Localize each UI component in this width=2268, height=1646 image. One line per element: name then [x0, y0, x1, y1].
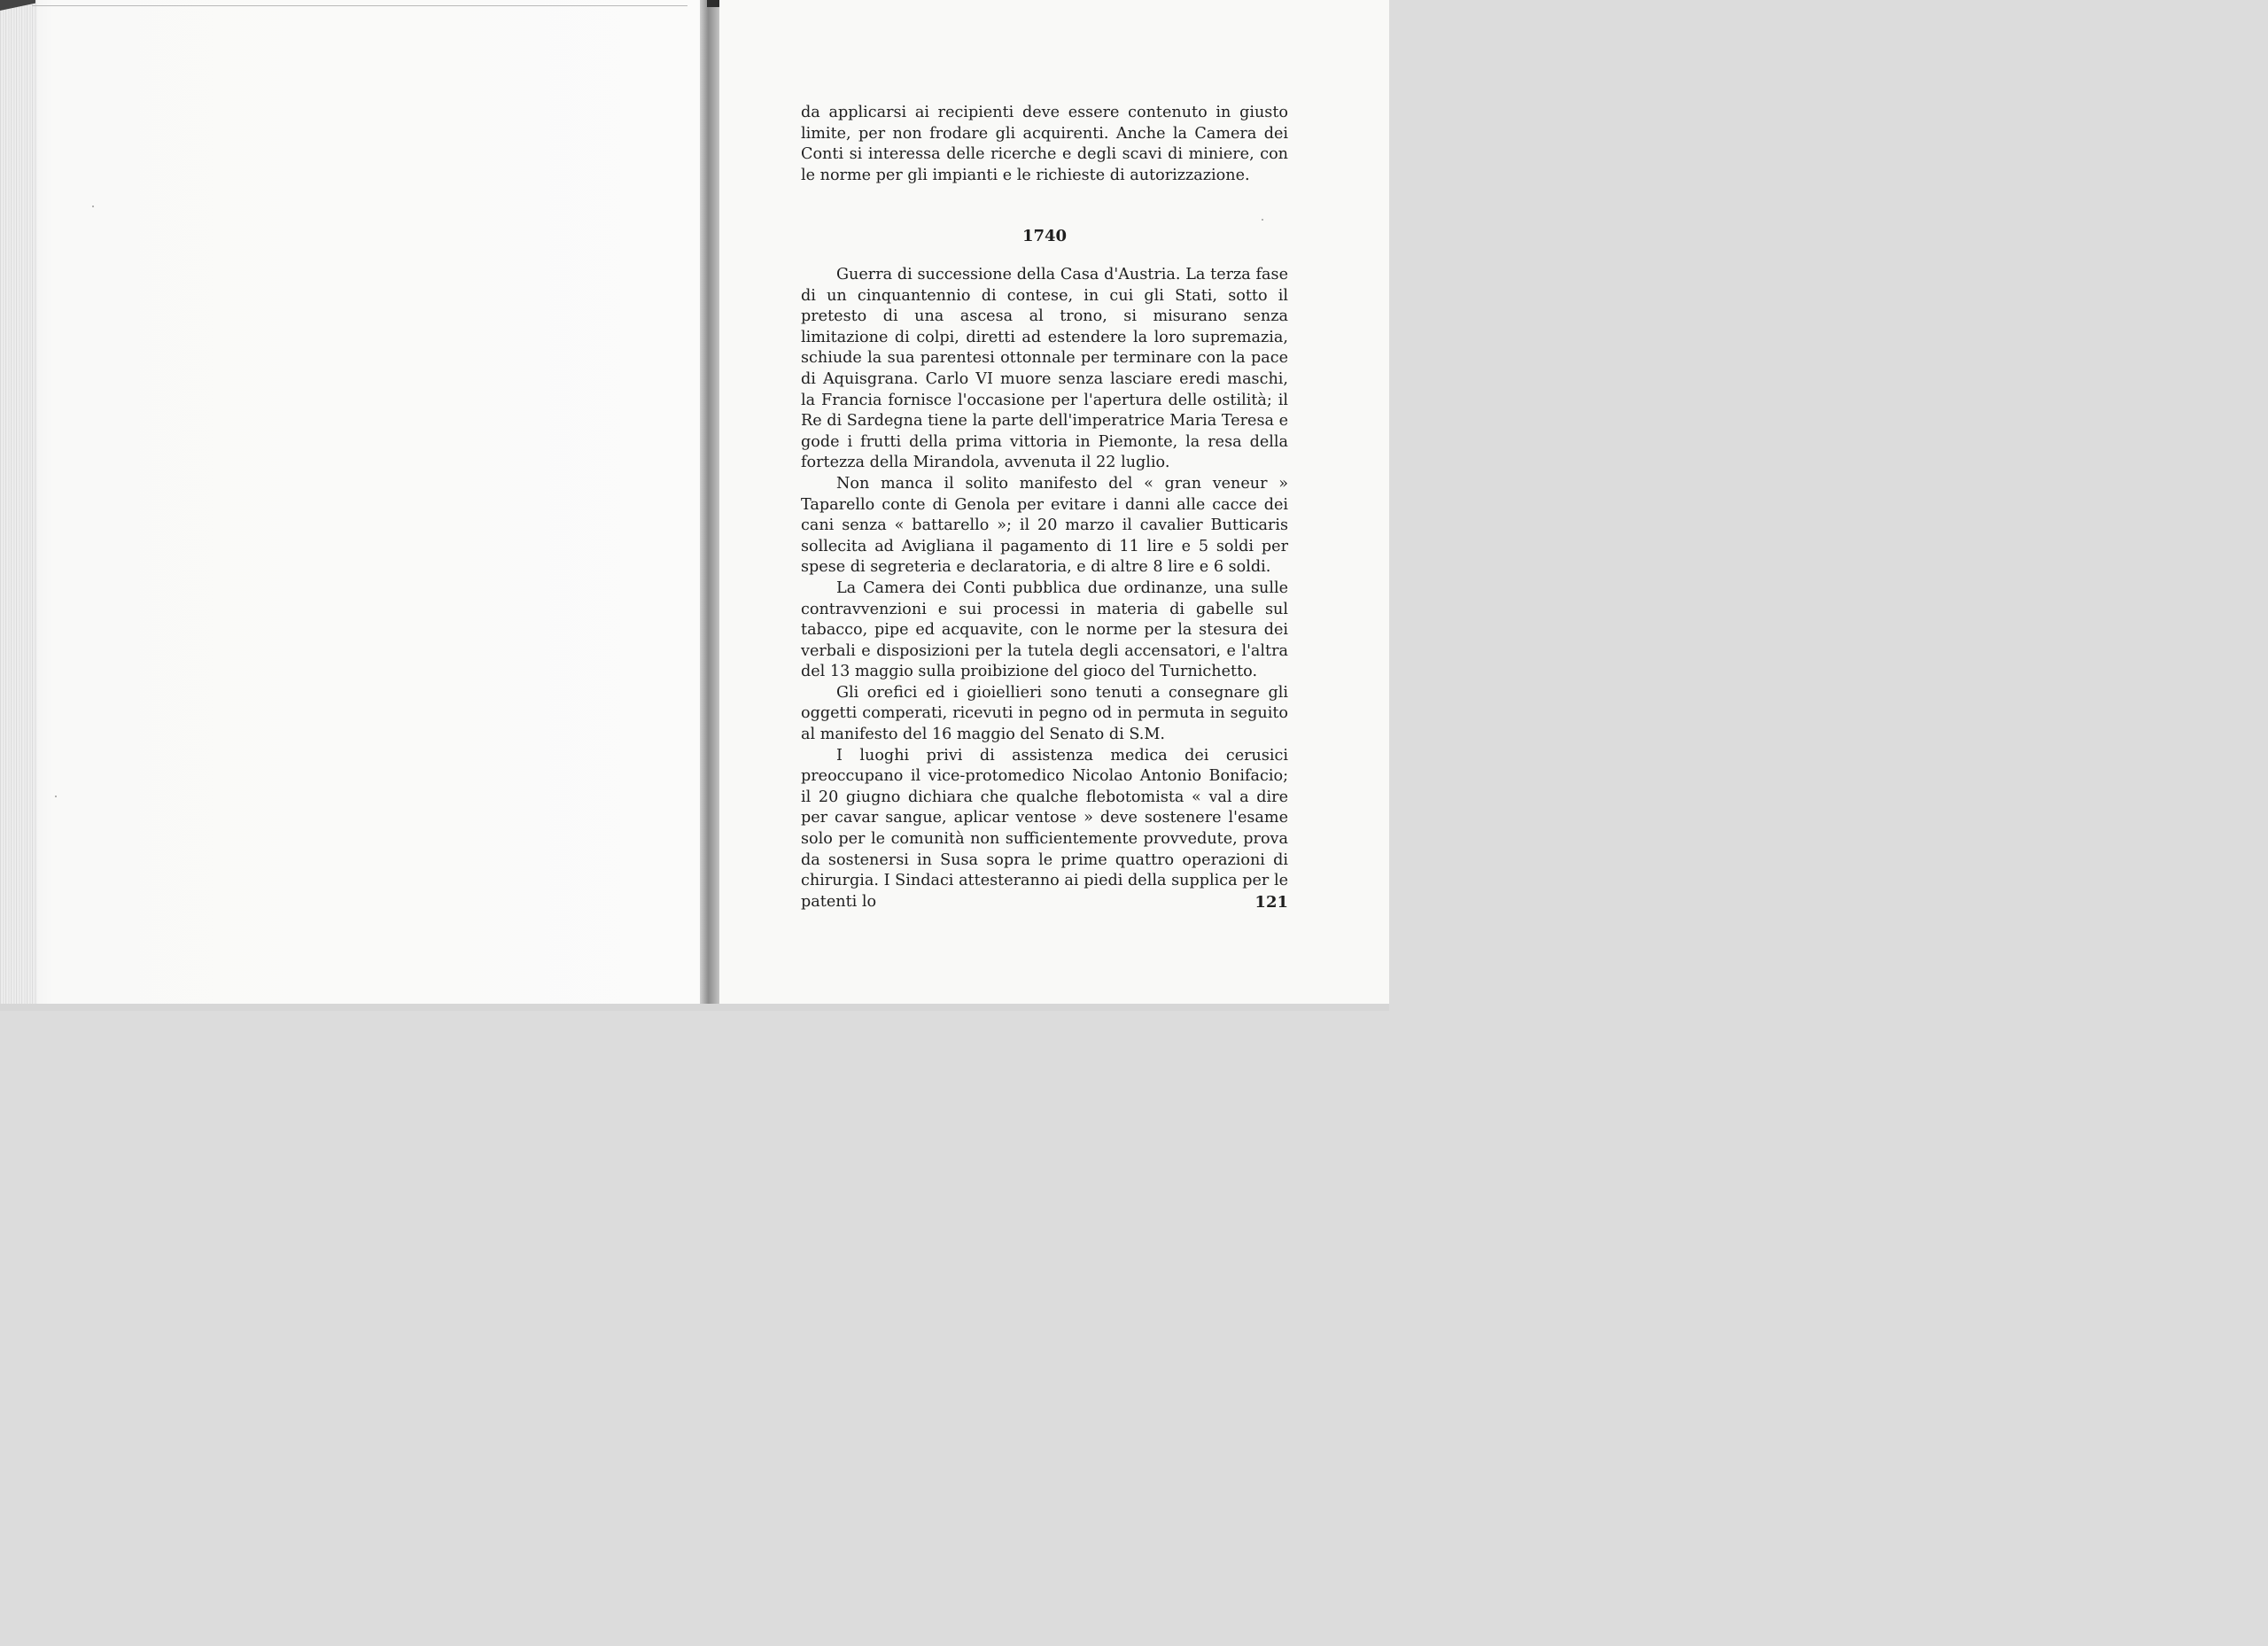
paragraph-succession-war: Guerra di successione della Casa d'Austria. La terza fase di un cinquantennio di contese, in cui gli Stati, sotto il pretesto di una ascesa al trono, si misurano senza limitazione di colpi, diretti ad estendere la loro supremazia, schiude la sua parentesi ottonnale per terminare con la pace di Aquisgrana. Carlo VI muore senza lasciare eredi maschi, la Francia fornisce l'occasione per l'apertura delle ostilità; il Re di Sardegna tiene la parte dell'imperatrice Maria Teresa e gode i frutti della prima vittoria in Piemonte, la resa della fortezza della Mirandola, avvenuta il 22 luglio.	[801, 266, 1288, 472]
page-edge-stack	[0, 0, 37, 1011]
paragraph-gran-veneur: Non manca il solito manifesto del « gran veneur » Taparello conte di Genola per evitare i danni alle cacce dei cani senza « battarello »; il 20 marzo il cavalier Butticaris sollecita ad Avigliana il pagamento di 11 lire e 5 soldi per spese di segreteria e declaratoria, e di altre 8 lire e 6 soldi.	[801, 474, 1288, 577]
book-spread	[0, 0, 1389, 1011]
bottom-edge	[0, 1004, 1389, 1011]
body-text	[801, 265, 1288, 912]
left-page-blank	[0, 0, 705, 1011]
paper-speck	[92, 206, 94, 207]
paper-speck	[55, 796, 57, 797]
intro-paragraph	[801, 103, 1288, 186]
paragraph-text: da applicarsi ai recipienti deve essere contenuto in giusto limite, per non frodare gli acquirenti. Anche la Camera dei Conti si interessa delle ricerche e degli scavi di miniere, con le norme per gli impianti e le richieste di autorizzazione.	[801, 104, 1288, 184]
paragraph-cerusici: I luoghi privi di assistenza medica dei cerusici preoccupano il vice-protomedico Nicolao Antonio Bonifacio; il 20 giugno dichiara che qualche flebotomista « val a dire per cavar sangue, aplicar ventose » deve sostenere l'esame solo per le comunità non sufficientemente provvedute, prova da sostenersi in Susa sopra le prime quattro operazioni di chirurgia. I Sindaci attesteranno ai piedi della supplica per le patenti lo	[801, 746, 1288, 911]
book-gutter	[700, 0, 721, 1011]
page-number: 121	[1254, 893, 1288, 912]
year-heading: 1740	[1021, 227, 1068, 245]
paragraph-camera-conti: La Camera dei Conti pubblica due ordinanze, una sulle contravvenzioni e sui processi in materia di gabelle sul tabacco, pipe ed acquavite, con le norme per la stesura dei verbali e disposizioni per la tutela degli accensatori, e l'altra del 13 maggio sulla proibizione del gioco del Turnichetto.	[801, 578, 1288, 681]
top-edge-line	[32, 5, 687, 6]
paper-speck	[1262, 219, 1263, 221]
paragraph-orefici: Gli orefici ed i gioiellieri sono tenuti a consegnare gli oggetti comperati, ricevuti in pegno od in permuta in seguito al manifesto del 16 maggio del Senato di S.M.	[801, 683, 1288, 744]
